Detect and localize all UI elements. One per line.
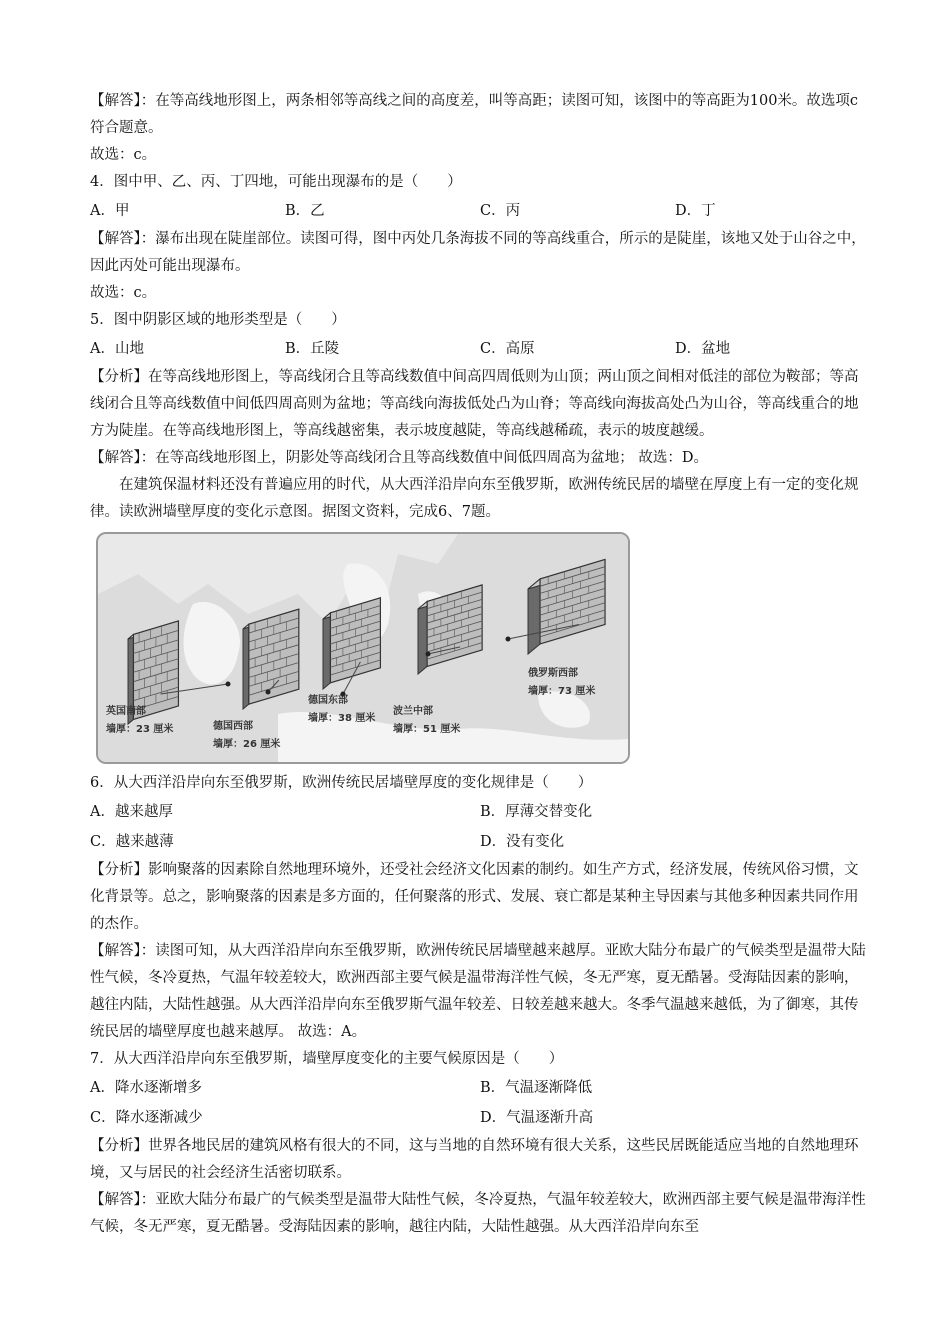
wall-region-label: 俄罗斯西部 [528,668,578,679]
wall-thickness-label: 墙厚：23 厘米 [106,724,174,735]
wall-region-label: 英国南部 [106,706,146,717]
wall-region-label: 德国东部 [308,695,348,706]
wall-thickness-label: 墙厚：73 厘米 [528,686,596,697]
wall-region-label: 德国西部 [213,721,253,732]
q4-option-d: D．丁 [675,203,716,219]
q7-option-d: D．气温逐渐升高 [480,1110,594,1126]
q4-answer: 【解答】：瀑布出现在陡崖部位。读图可得，图中丙处几条海拔不同的等高线重合，所示的是陡崖，该地又处于山谷之中，因此丙处可能出现瀑布。 [90,231,866,274]
q6-option-a: A．越来越厚 [90,804,173,820]
document-page [90,88,870,1241]
europe-map-illustration [98,534,628,762]
q7-options-row1 [90,1073,870,1103]
q6-analysis: 【分析】影响聚落的因素除自然地理环境外，还受社会经济文化因素的制约。如生产方式，经济发展，传统风俗习惯，文化背景等。总之，影响聚落的因素是多方面的，任何聚落的形式、发展、衰亡都是某种主导因素与其他多种因素共同作用的杰作。 [90,862,859,932]
wall-thickness-figure [96,532,630,764]
passage-intro: 在建筑保温材料还没有普遍应用的时代，从大西洋沿岸向东至俄罗斯，欧洲传统民居的墙壁在厚度上有一定的变化规律。读欧洲墙壁厚度的变化示意图。据图文资料，完成6、7题。 [90,477,859,520]
q7-option-a: A．降水逐渐增多 [90,1080,202,1096]
q4-option-a: A．甲 [90,203,130,219]
q4-options [90,196,870,226]
q5-answer: 【解答】：在等高线地形图上，阴影处等高线闭合且等高线数值中间低四周高为盆地； 故选：D。 [90,450,708,466]
q7-analysis: 【分析】世界各地民居的建筑风格有很大的不同，这与当地的自然环境有很大关系，这些民居既能适应当地的自然地理环境，又与居民的社会经济生活密切联系。 [90,1138,859,1181]
q6-option-c: C．越来越薄 [90,834,174,850]
q7-options-row2 [90,1103,870,1133]
wall-thickness-label: 墙厚：38 厘米 [308,713,376,724]
q7-stem: 7．从大西洋沿岸向东至俄罗斯，墙壁厚度变化的主要气候原因是（ ） [90,1051,564,1067]
q5-option-c: C．高原 [480,341,535,357]
wall-thickness-label: 墙厚：26 厘米 [213,739,281,750]
q5-options [90,334,870,364]
q4-option-b: B．乙 [285,203,325,219]
q6-options-row2 [90,827,870,857]
q3-choice: 故选：c。 [90,147,157,163]
q4-choice: 故选：c。 [90,285,157,301]
q6-answer: 【解答】：读图可知，从大西洋沿岸向东至俄罗斯，欧洲传统民居墙壁越来越厚。亚欧大陆分布最广的气候类型是温带大陆性气候，冬冷夏热，气温年较差较大，欧洲西部主要气候是温带海洋性气候，冬无严寒，夏无酷暑。受海陆因素的影响，越往内陆，大陆性越强。从大西洋沿岸向东至俄罗斯气温年较差、日较差越来越大。冬季气温越来越低，为了御寒，其传统民居的墙壁厚度也越来越厚。 故选：A。 [90,943,866,1040]
q5-option-a: A．山地 [90,341,144,357]
q4-stem: 4．图中甲、乙、丙、丁四地，可能出现瀑布的是（ ） [90,174,462,190]
q7-option-c: C．降水逐渐减少 [90,1110,203,1126]
q6-stem: 6．从大西洋沿岸向东至俄罗斯，欧洲传统民居墙壁厚度的变化规律是（ ） [90,775,593,791]
q6-option-d: D．没有变化 [480,834,565,850]
q5-stem: 5．图中阴影区域的地形类型是（ ） [90,312,346,328]
wall-region-label: 波兰中部 [393,706,433,717]
q5-option-d: D．盆地 [675,341,731,357]
q7-answer: 【解答】：亚欧大陆分布最广的气候类型是温带大陆性气候，冬冷夏热，气温年较差较大，欧洲西部主要气候是温带海洋性气候，冬无严寒，夏无酷暑。受海陆因素的影响，越往内陆，大陆性越强。从大西洋沿岸向东至 [90,1192,866,1235]
q3-answer: 【解答】：在等高线地形图上，两条相邻等高线之间的高度差，叫等高距；读图可知，该图中的等高距为100米。故选项c符合题意。 [90,93,859,136]
wall-thickness-label: 墙厚：51 厘米 [393,724,461,735]
q7-option-b: B．气温逐渐降低 [480,1080,593,1096]
q4-option-c: C．丙 [480,203,521,219]
q6-options-row1 [90,797,870,827]
q5-analysis: 【分析】在等高线地形图上，等高线闭合且等高线数值中间高四周低则为山顶；两山顶之间相对低洼的部位为鞍部；等高线闭合且等高线数值中间低四周高则为盆地；等高线向海拔低处凸为山脊；等高线向海拔高处凸为山谷，等高线重合的地方为陡崖。在等高线地形图上，等高线越密集，表示坡度越陡，等高线越稀疏，表示的坡度越缓。 [90,369,859,439]
q6-option-b: B．厚薄交替变化 [480,804,593,820]
q5-option-b: B．丘陵 [285,341,340,357]
